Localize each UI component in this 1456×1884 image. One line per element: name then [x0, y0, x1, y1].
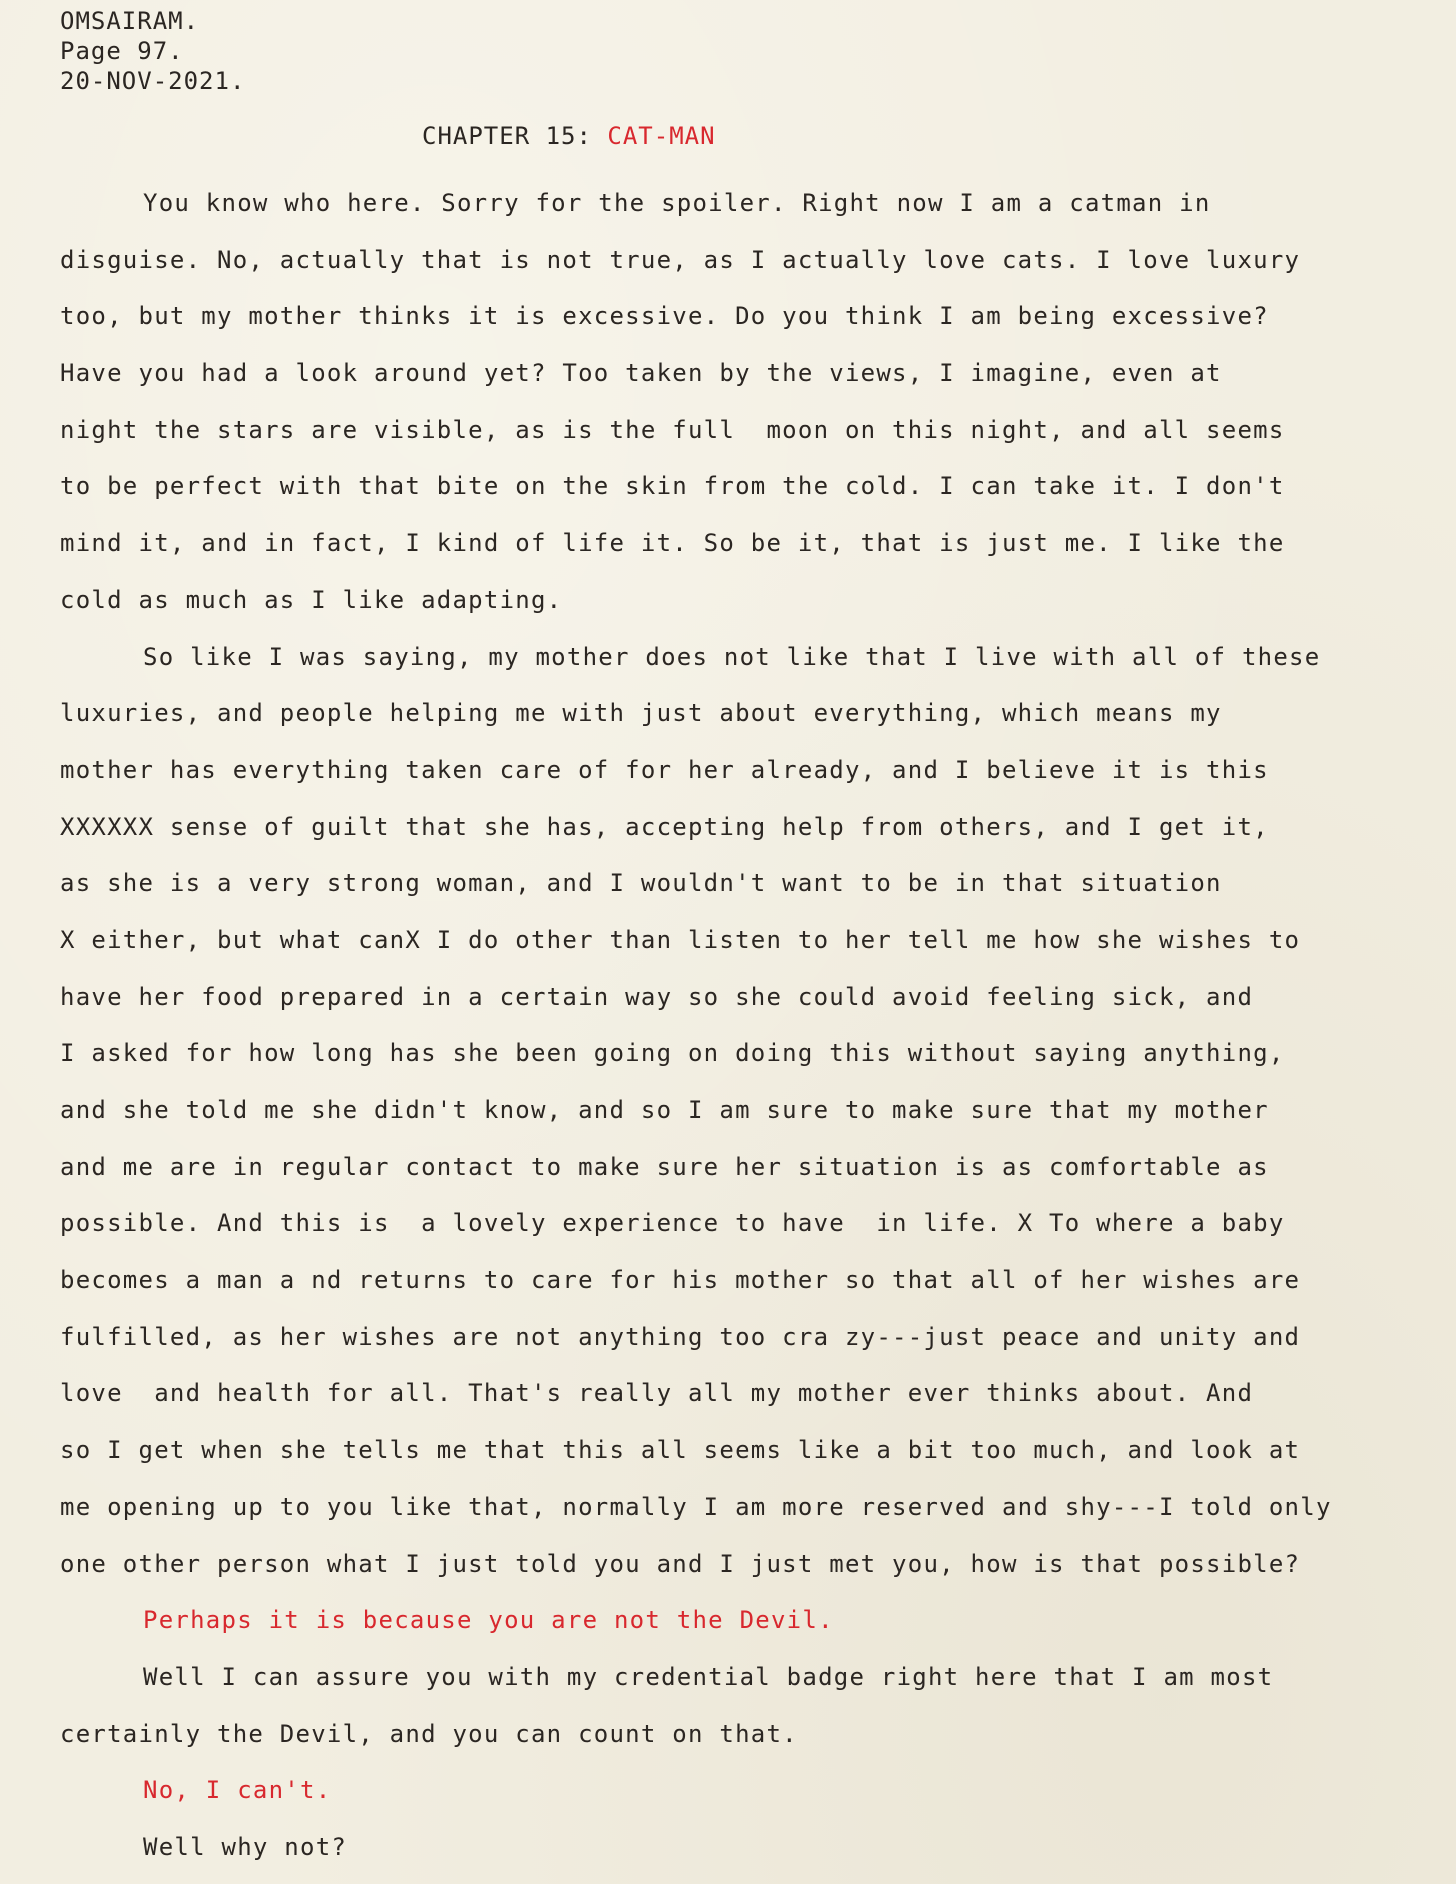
text-line: I asked for how long has she been going on doing this without saying anything,: [60, 1039, 1285, 1068]
text-line: Well why not?: [143, 1832, 348, 1861]
text-line: me opening up to you like that, normally I am more reserved and shy---I told only: [60, 1492, 1332, 1521]
dialogue-line-red: No, I can't.: [143, 1776, 332, 1805]
body-text: [60, 175, 1450, 1876]
text-line: XXXXXX sense of guilt that she has, accepting help from others, and I get it,: [60, 812, 1269, 841]
text-line: love and health for all. That's really all my mother ever thinks about. And: [60, 1379, 1254, 1408]
text-line: mother has everything taken care of for her already, and I believe it is this: [60, 755, 1269, 784]
text-line: Well I can assure you with my credential badge right here that I am most: [143, 1662, 1274, 1691]
page-number: Page 97.: [60, 37, 184, 65]
text-line: and she told me she didn't know, and so I am sure to make sure that my mother: [60, 1096, 1269, 1124]
text-line: to be perfect with that bite on the skin from the cold. I can take it. I don't: [60, 472, 1285, 501]
text-line: mind it, and in fact, I kind of life it. So be it, that is just me. I like the: [60, 529, 1285, 558]
text-line: X either, but what canX I do other than listen to her tell me how she wishes to: [60, 925, 1301, 954]
chapter-prefix: CHAPTER 15:: [422, 122, 608, 150]
text-line: So like I was saying, my mother does not like that I live with all of these: [143, 642, 1321, 671]
text-line: one other person what I just told you and I just met you, how is that possible?: [60, 1549, 1301, 1578]
dialogue-line-red: Perhaps it is because you are not the Devil.: [143, 1606, 834, 1635]
text-line: You know who here. Sorry for the spoiler. Right now I am a catman in: [143, 189, 1211, 217]
text-line: disguise. No, actually that is not true, as I actually love cats. I love luxury: [60, 245, 1301, 274]
text-line: luxuries, and people helping me with just about everything, which means my: [60, 699, 1222, 728]
text-line: cold as much as I like adapting.: [60, 585, 563, 614]
text-line: so I get when she tells me that this all seems like a bit too much, and look at: [60, 1436, 1301, 1465]
page-date: 20-NOV-2021.: [60, 67, 246, 95]
chapter-heading: [422, 122, 716, 150]
text-line: certainly the Devil, and you can count on that.: [60, 1719, 798, 1748]
page-header: [60, 6, 245, 96]
text-line: possible. And this is a lovely experience to have in life. X To where a baby: [60, 1209, 1285, 1238]
text-line: Have you had a look around yet? Too taken by the views, I imagine, even at: [60, 359, 1222, 388]
text-line: as she is a very strong woman, and I wouldn't want to be in that situation: [60, 869, 1222, 898]
text-line: fulfilled, as her wishes are not anything too cra zy---just peace and unity and: [60, 1322, 1301, 1351]
text-line: have her food prepared in a certain way so she could avoid feeling sick, and: [60, 982, 1254, 1011]
chapter-title: CAT-MAN: [607, 122, 716, 150]
text-line: and me are in regular contact to make sure her situation is as comfortable as: [60, 1152, 1269, 1181]
text-line: night the stars are visible, as is the full moon on this night, and all seems: [60, 415, 1285, 444]
text-line: becomes a man a nd returns to care for his mother so that all of her wishes are: [60, 1266, 1301, 1295]
text-line: too, but my mother thinks it is excessive. Do you think I am being excessive?: [60, 302, 1269, 331]
header-title: OMSAIRAM.: [60, 7, 200, 35]
